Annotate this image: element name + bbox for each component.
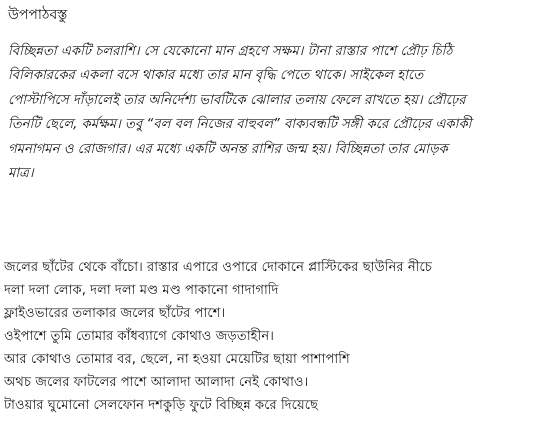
poem-line: দলা দলা লোক, দলা দলা মণ্ড মণ্ড পাকানো গাদাগাদি <box>4 283 279 298</box>
poem-line: টাওয়ার ঘুমোনো সেলফোন দশকুড়ি ফুটে বিচ্ছিন্ন করে দিয়েছে <box>4 398 319 413</box>
poem-line: ওইপাশে তুমি তোমার কাঁধব্যাগে কোথাও জড়তাহীন। <box>4 329 274 344</box>
prose-line: তিনটি ছেলে, কর্মক্ষম। তবু “বল বল নিজের বাহুবল” বাক্যবন্ধটি সঙ্গী করে প্রৌঢ়ের একাকী <box>8 117 472 133</box>
prose-line: পোস্টাপিসে দাঁড়ালেই তার অনির্দেশ্য ভাবটিকে ঝোলার তলায় ফেলে রাখতে হয়। প্রৌঢ়ের <box>8 92 466 108</box>
prose-line: মাত্র। <box>8 165 34 181</box>
poem-stanza <box>4 256 549 417</box>
poem-line: ফ্লাইওভারের তলাকার জলের ছাঁটের পাশে। <box>4 306 226 321</box>
prose-line: বিলিকারকের একলা বসে থাকার মধ্যে তার মান বৃদ্ধি পেতে থাকে। সাইকেল হাতে <box>8 68 424 84</box>
prose-line: বিচ্ছিন্নতা একটি চলরাশি। সে যেকোনো মান গ্রহণে সক্ষম। টানা রাস্তার পাশে প্রৌঢ় চিঠি <box>8 44 453 59</box>
poem-line: জলের ছাঁটের থেকে বাঁচো। রাস্তার এপারে ওপারে দোকানে প্লাস্টিকের ছাউনির নীচে <box>4 260 432 275</box>
document-title: উপপাঠবস্তু <box>8 7 68 23</box>
prose-line: গমনাগমন ও রোজগার। এর মধ্যে একটি অনন্ত রাশির জন্ম হয়। বিচ্ছিন্নতা তার মোড়ক <box>8 141 448 157</box>
poem-line: অথচ জলের ফাটলের পাশে আলাদা আলাদা নেই কোথাও। <box>4 375 309 390</box>
prose-paragraph <box>8 40 549 186</box>
poem-line: আর কোথাও তোমার বর, ছেলে, না হওয়া মেয়েটির ছায়া পাশাপাশি <box>4 352 350 367</box>
